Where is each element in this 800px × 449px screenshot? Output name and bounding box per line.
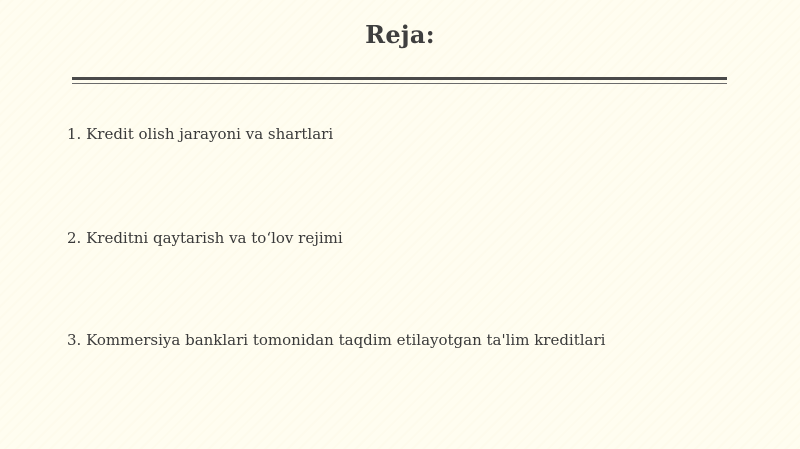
title-divider-thin [72,83,727,84]
title-divider-thick [72,77,727,80]
plan-item-3: 3. Kommersiya banklari tomonidan taqdim etilayotgan ta'lim kreditlari [67,331,606,349]
plan-item-2: 2. Kreditni qaytarish va to‘lov rejimi [67,229,343,247]
plan-item-1: 1. Kredit olish jarayoni va shartlari [67,125,334,143]
slide-title: Reja: [365,20,435,49]
